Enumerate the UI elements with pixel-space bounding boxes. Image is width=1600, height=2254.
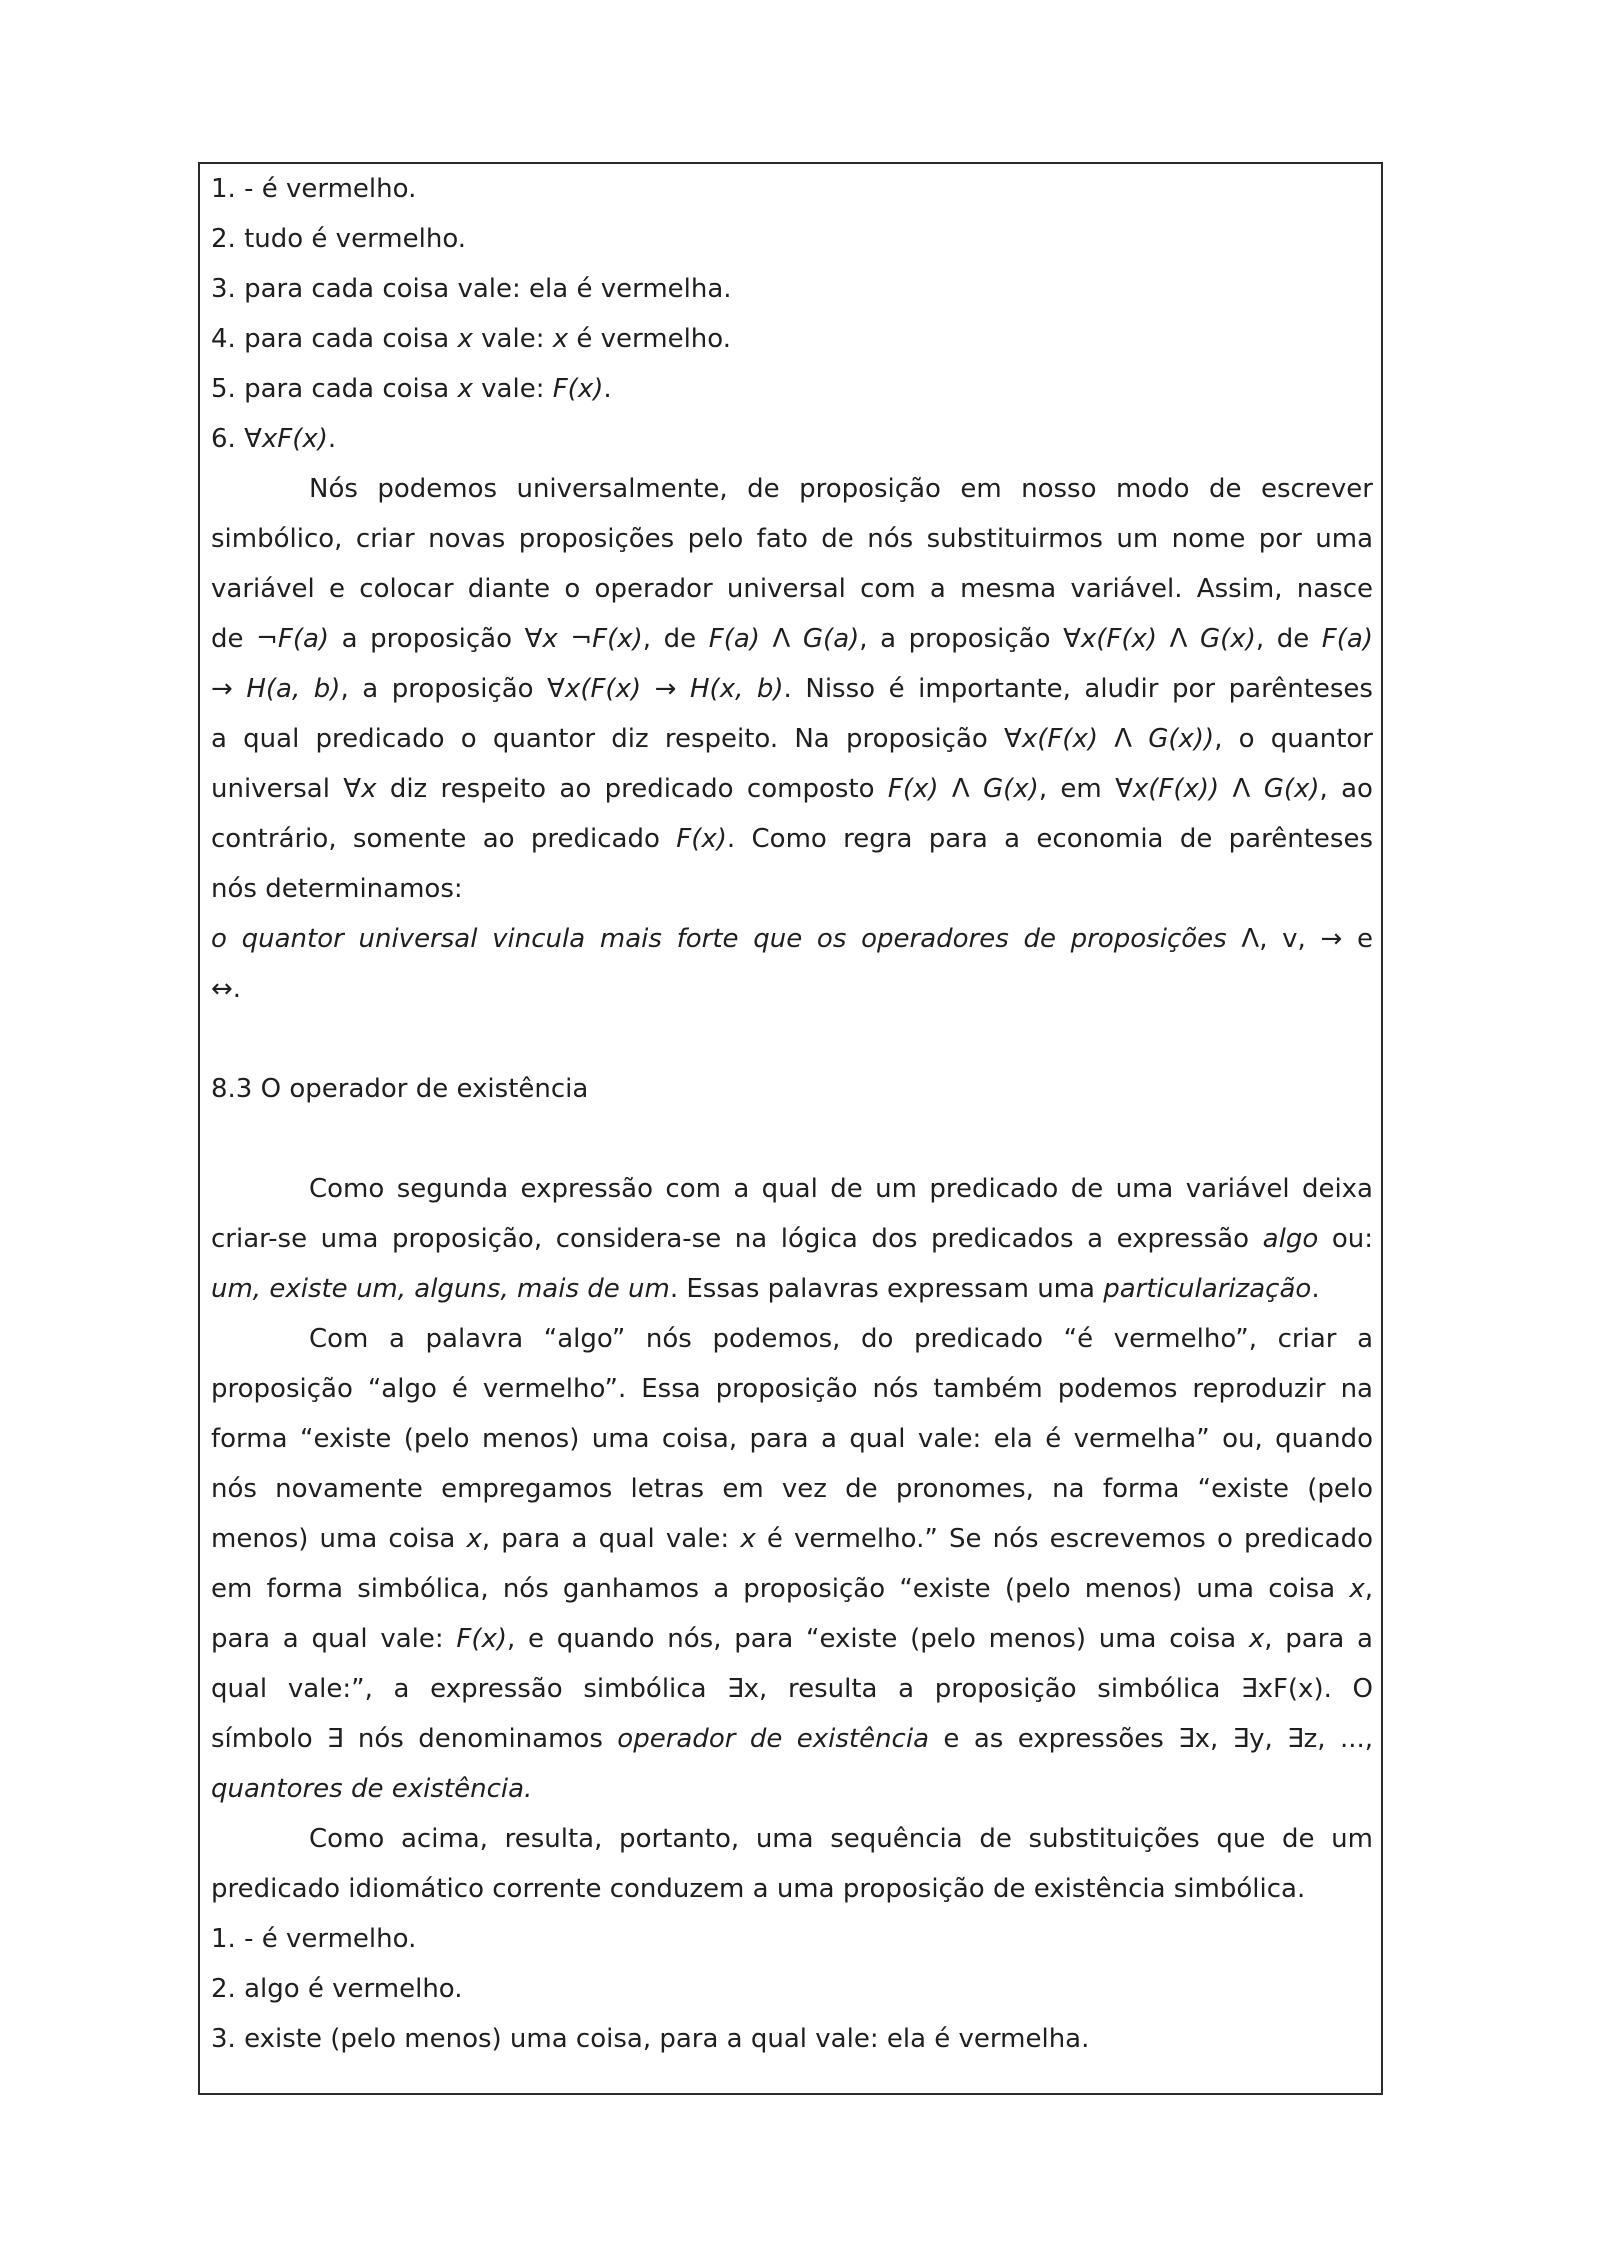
text-line [211, 1764, 1373, 1814]
text-run: simbólico, criar novas proposições pelo fato de nós substituirmos um nome por uma [211, 524, 1373, 554]
text-run: ↔. [211, 974, 242, 1004]
text-run: , o quantor [1214, 724, 1373, 754]
text-line [211, 1714, 1373, 1764]
text-run: . [1311, 1274, 1320, 1304]
italic-text: F(x) [676, 824, 727, 854]
text-run: , de [642, 624, 709, 654]
list-item [211, 264, 1373, 314]
text-line [211, 1164, 1373, 1214]
italic-text: G(x) [1200, 624, 1256, 654]
italic-text: x(F(x) [564, 674, 642, 704]
text-run: 6. ∀ [211, 424, 262, 454]
text-run: para a qual vale: [211, 1624, 457, 1654]
text-run: , a proposição ∀ [340, 674, 565, 704]
text-run: 5. para cada coisa [211, 374, 458, 404]
italic-text: x(F(x)) [1132, 774, 1220, 804]
text-run: vale: [472, 324, 553, 354]
list-item [211, 1964, 1373, 2014]
text-line [211, 1864, 1373, 1914]
text-run: proposição “algo é vermelho”. Essa proposição nós também podemos reproduzir na [211, 1374, 1373, 1404]
italic-text: quantores de existência. [211, 1774, 533, 1804]
italic-text: operador de existência [617, 1724, 930, 1754]
text-line [211, 964, 1373, 1014]
text-run: Como acima, resulta, portanto, uma sequência de substituições que de um [309, 1824, 1373, 1854]
italic-text: F(a) [708, 624, 760, 654]
text-line [211, 1614, 1373, 1664]
text-line [211, 714, 1373, 764]
italic-text: H(x, b) [690, 674, 784, 704]
text-run: ¬ [557, 624, 593, 654]
italic-text: F(x) [456, 1624, 508, 1654]
text-line [211, 564, 1373, 614]
text-run: Λ [1219, 774, 1264, 804]
list-item [211, 414, 1373, 464]
text-run: → [641, 674, 690, 704]
text-run: . Como regra para a economia de parênteses [726, 824, 1373, 854]
italic-text: G(x) [982, 774, 1039, 804]
text-run: a proposição ∀ [329, 624, 543, 654]
paragraph [211, 464, 1373, 914]
text-run: 1. - é vermelho. [211, 1924, 417, 1954]
italic-text: xF(x) [261, 424, 328, 454]
list-item [211, 214, 1373, 264]
italic-text: F(a) [1321, 624, 1373, 654]
text-line [211, 764, 1373, 814]
text-run: e as expressões ∃x, ∃y, ∃z, ..., [929, 1724, 1374, 1754]
text-run: . [603, 374, 612, 404]
text-run: Λ [1097, 724, 1149, 754]
text-run: vale: [472, 374, 553, 404]
paragraph [211, 1814, 1373, 1914]
italic-text: o quantor universal vincula mais forte que os operadores de proposições [211, 924, 1227, 954]
list-item [211, 364, 1373, 414]
italic-text: x [361, 774, 377, 804]
italic-text: algo [1262, 1224, 1319, 1254]
text-run: forma “existe (pelo menos) uma coisa, para a qual vale: ela é vermelha” ou, quando [211, 1424, 1373, 1454]
text-line [211, 514, 1373, 564]
text-line [211, 1264, 1373, 1314]
text-run: Λ, v, → e [1226, 924, 1373, 954]
text-run: a qual predicado o quantor diz respeito. Na proposição ∀ [211, 724, 1022, 754]
rule-statement [211, 914, 1373, 1014]
text-run: criar-se uma proposição, considera-se na lógica dos predicados a expressão [211, 1224, 1263, 1254]
text-run: símbolo ∃ nós denominamos [211, 1724, 618, 1754]
text-run: . Essas palavras expressam uma [669, 1274, 1104, 1304]
numbered-list [211, 1914, 1373, 2064]
italic-text: G(x)) [1148, 724, 1215, 754]
italic-text: x [740, 1524, 756, 1554]
text-run: , e quando nós, para “existe (pelo menos) uma coisa [507, 1624, 1249, 1654]
numbered-list [211, 164, 1373, 464]
text-run: Como segunda expressão com a qual de um predicado de uma variável deixa [309, 1174, 1373, 1204]
text-line [211, 1414, 1373, 1464]
text-run: variável e colocar diante o operador universal com a mesma variável. Assim, nasce [211, 574, 1373, 604]
text-run: , [1364, 1574, 1373, 1604]
italic-text: x [1349, 1574, 1365, 1604]
text-run: contrário, somente ao predicado [211, 824, 677, 854]
text-run: em forma simbólica, nós ganhamos a proposição “existe (pelo menos) uma coisa [211, 1574, 1350, 1604]
text-run: Com a palavra “algo” nós podemos, do predicado “é vermelho”, criar a [309, 1324, 1373, 1354]
paragraph [211, 1164, 1373, 1314]
text-run: , a proposição ∀ [859, 624, 1081, 654]
text-line [211, 1514, 1373, 1564]
text-run: 8.3 O operador de existência [211, 1074, 589, 1104]
italic-text: F(x) [887, 774, 939, 804]
italic-text: x [466, 1524, 482, 1554]
text-line [211, 914, 1373, 964]
text-run: , para a [1264, 1624, 1373, 1654]
italic-text: x [457, 374, 473, 404]
text-run: é vermelho.” Se nós escrevemos o predicado [755, 1524, 1373, 1554]
text-run: qual vale:”, a expressão simbólica ∃x, resulta a proposição simbólica ∃xF(x). O [211, 1674, 1373, 1704]
text-run: Λ [1157, 624, 1201, 654]
italic-text: F(x) [552, 374, 604, 404]
text-line [211, 864, 1373, 914]
italic-text: particularização [1103, 1274, 1312, 1304]
text-run: ou: [1318, 1224, 1373, 1254]
italic-text: x(F(x) [1021, 724, 1098, 754]
italic-text: x(F(x) [1080, 624, 1158, 654]
text-run: nós determinamos: [211, 874, 463, 904]
italic-text: x [457, 324, 473, 354]
list-item [211, 164, 1373, 214]
italic-text: F(a) [277, 624, 330, 654]
text-line [211, 1814, 1373, 1864]
content-frame [198, 162, 1383, 2095]
text-run: . [327, 424, 337, 454]
italic-text: x [542, 624, 558, 654]
text-run: nós novamente empregamos letras em vez de pronomes, na forma “existe (pelo [211, 1474, 1373, 1504]
list-item [211, 314, 1373, 364]
text-run: 2. algo é vermelho. [211, 1974, 463, 2004]
text-run: 2. tudo é vermelho. [211, 224, 467, 254]
list-item [211, 1914, 1373, 1964]
text-run: 4. para cada coisa [211, 324, 458, 354]
text-run: → [211, 674, 247, 704]
text-run: , ao [1319, 774, 1373, 804]
text-run: universal ∀ [211, 774, 362, 804]
italic-text: x [552, 324, 569, 354]
text-run: 3. existe (pelo menos) uma coisa, para a qual vale: ela é vermelha. [211, 2024, 1090, 2054]
text-run: Λ [759, 624, 803, 654]
text-run: , para a qual vale: [481, 1524, 741, 1554]
text-run: menos) uma coisa [211, 1524, 467, 1554]
text-line [211, 1464, 1373, 1514]
text-line [211, 1664, 1373, 1714]
section-heading [211, 1064, 1373, 1114]
paragraph [211, 1314, 1373, 1814]
text-line [211, 1214, 1373, 1264]
text-line [211, 1564, 1373, 1614]
text-line [211, 464, 1373, 514]
text-run: , em ∀ [1038, 774, 1133, 804]
text-line [211, 1314, 1373, 1364]
text-line [211, 614, 1373, 664]
text-line [211, 1364, 1373, 1414]
text-line [211, 664, 1373, 714]
heading-text [211, 1064, 1373, 1114]
text-run: Λ [938, 774, 983, 804]
list-item [211, 2014, 1373, 2064]
text-run: 3. para cada coisa vale: ela é vermelha. [211, 274, 732, 304]
text-run: de ¬ [211, 624, 278, 654]
italic-text: G(a) [802, 624, 860, 654]
text-run: 1. - é vermelho. [211, 174, 417, 204]
italic-text: G(x) [1263, 774, 1320, 804]
italic-text: um, existe um, alguns, mais de um [211, 1274, 670, 1304]
italic-text: x [1248, 1624, 1265, 1654]
text-run: predicado idiomático corrente conduzem a uma proposição de existência simbólica. [211, 1874, 1306, 1904]
text-run: , de [1255, 624, 1322, 654]
italic-text: F(x) [592, 624, 643, 654]
text-run: é vermelho. [568, 324, 731, 354]
text-run: . Nisso é importante, aludir por parênteses [783, 674, 1373, 704]
text-line [211, 814, 1373, 864]
italic-text: H(a, b) [246, 674, 341, 704]
text-run: Nós podemos universalmente, de proposição em nosso modo de escrever [309, 474, 1373, 504]
text-run: diz respeito ao predicado composto [376, 774, 888, 804]
